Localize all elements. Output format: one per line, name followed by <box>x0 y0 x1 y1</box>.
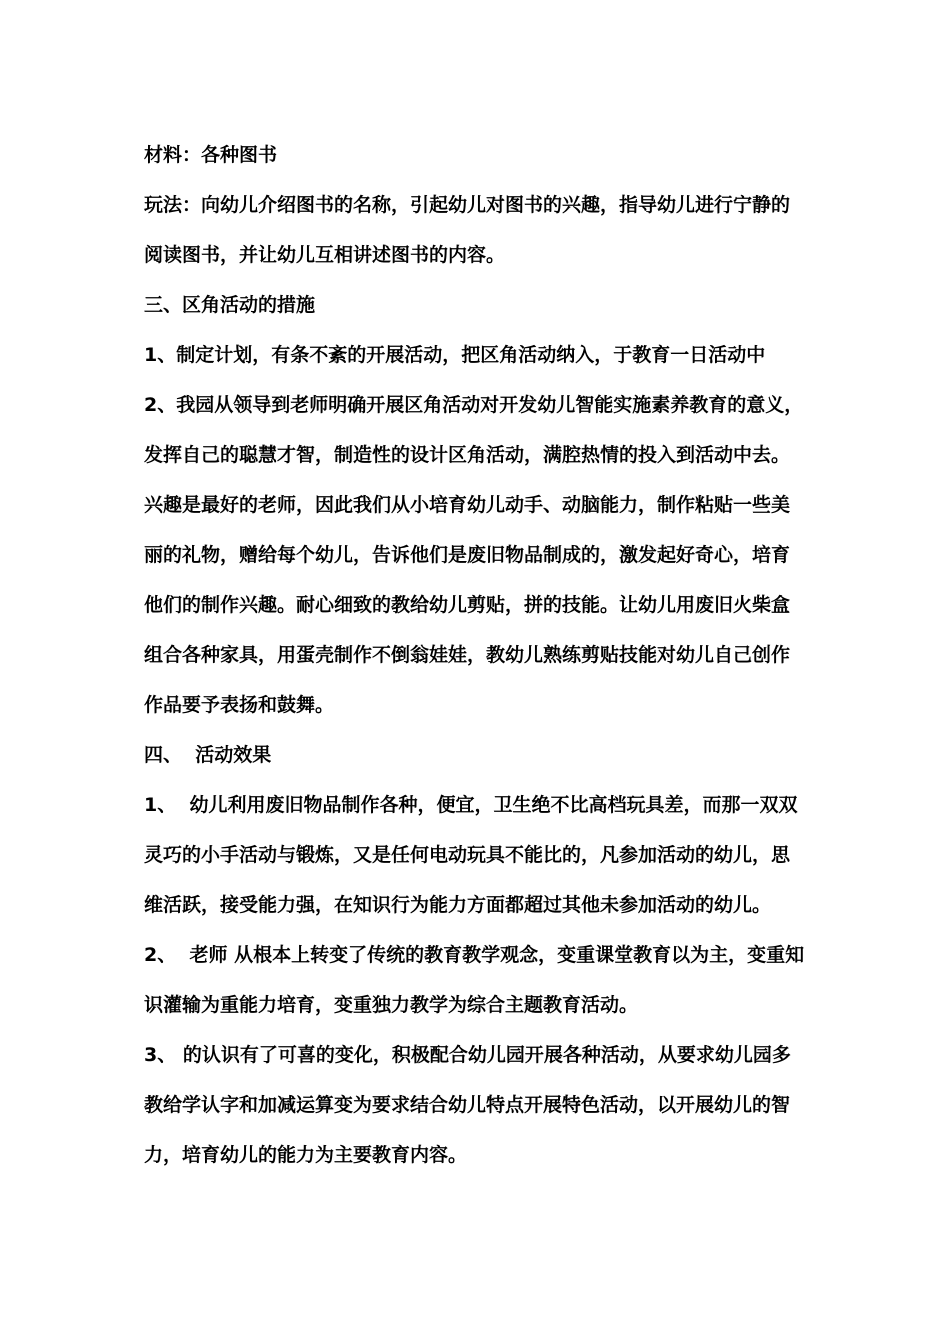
heading-effects: 四、 活动效果 <box>144 744 272 766</box>
document-body <box>144 130 808 1180</box>
paragraph-materials: 材料：各种图书 <box>144 144 278 166</box>
paragraph-measure-2: 2、我园从领导到老师明确开展区角活动对开发幼儿智能实施素养教育的意义，发挥自己的聪慧才智，制造性的设计区角活动，满腔热情的投入到活动中去。兴趣是最好的老师，因此我们从小培育幼儿动手、动脑能力，制作粘贴一些美丽的礼物，赠给每个幼儿，告诉他们是废旧物品制成的，激发起好奇心，培育他们的制作兴趣。耐心细致的教给幼儿剪贴，拼的技能。让幼儿用废旧火柴盒组合各种家具，用蛋壳制作不倒翁娃娃，教幼儿熟练剪贴技能对幼儿自己创作作品要予表扬和鼓舞。 <box>144 394 804 716</box>
paragraph-measure-1: 1、制定计划，有条不紊的开展活动，把区角活动纳入，于教育一日活动中 <box>144 344 766 366</box>
paragraph-effect-3: 3、 的认识有了可喜的变化，积极配合幼儿园开展各种活动，从要求幼儿园多教给学认字和加减运算变为要求结合幼儿特点开展特色活动，以开展幼儿的智力，培育幼儿的能力为主要教育内容。 <box>144 1044 791 1166</box>
paragraph-effect-1: 1、 幼儿利用废旧物品制作各种，便宜，卫生绝不比高档玩具差，而那一双双灵巧的小手活动与锻炼，又是任何电动玩具不能比的，凡参加活动的幼儿，思维活跃，接受能力强，在知识行为能力方面都超过其他未参加活动的幼儿。 <box>144 794 798 916</box>
paragraph-effect-2: 2、 老师 从根本上转变了传统的教育教学观念，变重课堂教育以为主，变重知识灌输为重能力培育，变重独力教学为综合主题教育活动。 <box>144 944 805 1016</box>
paragraph-method: 玩法：向幼儿介绍图书的名称，引起幼儿对图书的兴趣，指导幼儿进行宁静的阅读图书，并让幼儿互相讲述图书的内容。 <box>144 194 791 266</box>
heading-measures: 三、区角活动的措施 <box>144 294 316 316</box>
